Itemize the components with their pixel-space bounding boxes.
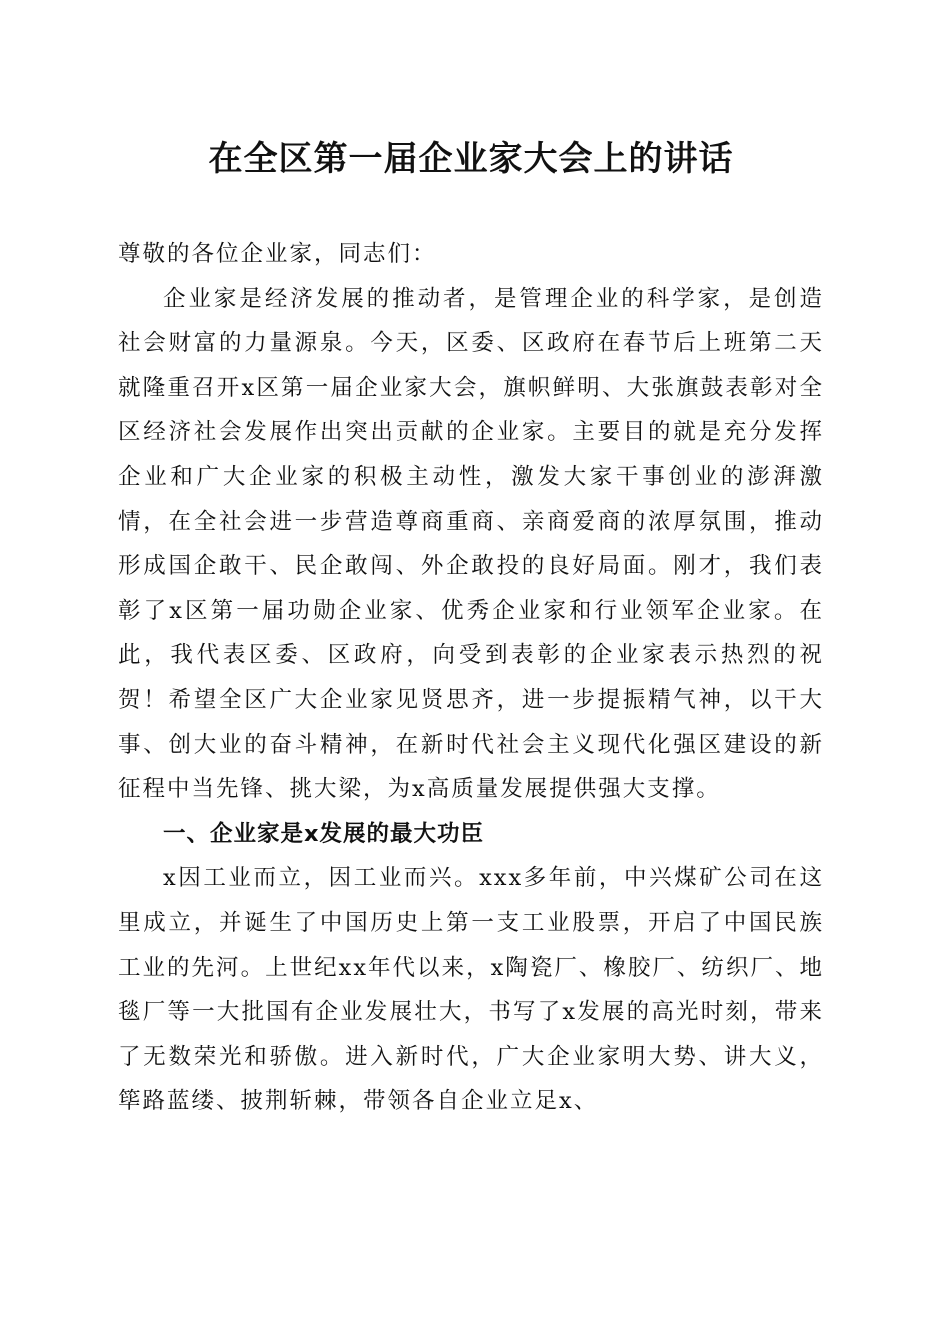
salutation: 尊敬的各位企业家，同志们： (118, 241, 437, 267)
paragraph-section-1: x因工业而立，因工业而兴。xxx多年前，中兴煤矿公司在这里成立，并诞生了中国历史上第一支工业股票，开启了中国民族工业的先河。上世纪xx年代以来，x陶瓷厂、橡胶厂、纺织厂、地毯厂等一大批国有企业发展壮大，书写了x发展的高光时刻，带来了无数荣光和骄傲。进入新时代，广大企业家明大势、讲大义，筚路蓝缕、披荆斩棘，带领各自企业立足x、 (118, 865, 824, 1115)
paragraph-intro: 企业家是经济发展的推动者，是管理企业的科学家，是创造社会财富的力量源泉。今天，区委、区政府在春节后上班第二天就隆重召开x区第一届企业家大会，旗帜鲜明、大张旗鼓表彰对全区经济社会发展作出突出贡献的企业家。主要目的就是充分发挥企业和广大企业家的积极主动性，激发大家干事创业的澎湃激情，在全社会进一步营造尊商重商、亲商爱商的浓厚氛围，推动形成国企敢干、民企敢闯、外企敢投的良好局面。刚才，我们表彰了x区第一届功勋企业家、优秀企业家和行业领军企业家。在此，我代表区委、区政府，向受到表彰的企业家表示热烈的祝贺！希望全区广大企业家见贤思齐，进一步提振精气神，以干大事、创大业的奋斗精神，在新时代社会主义现代化强区建设的新征程中当先锋、挑大梁，为x高质量发展提供强大支撑。 (118, 285, 824, 803)
document-body (118, 232, 824, 1124)
section-heading-1: 一、企业家是x发展的最大功臣 (163, 820, 485, 847)
document-title: 在全区第一届企业家大会上的讲话 (208, 139, 734, 179)
